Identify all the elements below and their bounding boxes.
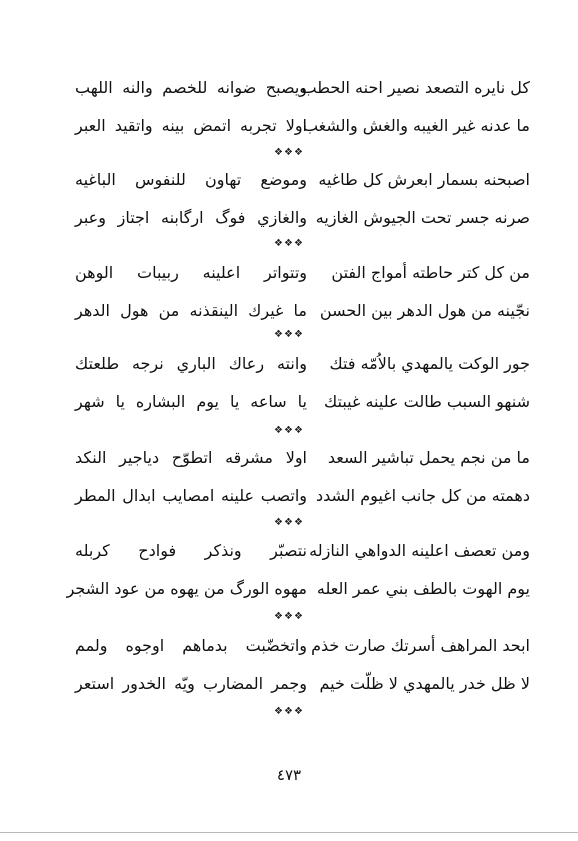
- verse-second-hemistich: مهوه الورگ من يهوه من عود الشجر: [66, 579, 307, 598]
- verse-first-hemistich: من كل كتر حاطته أمواج الفتن: [331, 263, 530, 282]
- verse-second-hemistich: واتصب علينه امصايب ابدال المطر: [75, 486, 307, 505]
- verse-second-hemistich: وتتواتر اعلينه ربيبات الوهن: [75, 263, 307, 282]
- verse-line: [75, 77, 530, 115]
- stanza-5: [75, 447, 530, 523]
- stanza-3: [75, 262, 530, 338]
- stanza-separator: ❖❖❖: [274, 517, 304, 528]
- verse-second-hemistich: وانته رعاك الباري نرجه طلعتك: [75, 354, 307, 373]
- verse-first-hemistich: ما من نجم يحمل تباشير السعد: [327, 448, 530, 467]
- verse-first-hemistich: لا ظل خدر يالمهدي لا ظلّت خيم: [319, 674, 530, 693]
- verse-first-hemistich: اصبحنه بسمار ابعرش كل طاغيه: [318, 170, 530, 189]
- verse-line: [75, 540, 530, 578]
- verse-line: [75, 353, 530, 391]
- stanza-1: [75, 77, 530, 153]
- verse-second-hemistich: نتصبّر ونذكر فوادح كربله: [75, 541, 307, 560]
- verse-line: [75, 391, 530, 429]
- verse-second-hemistich: وموضع تهاون للنفوس الباغيه: [75, 170, 307, 189]
- verse-first-hemistich: ابحد المراهف أسرتك صارت خذم: [311, 636, 530, 655]
- page-number: ٤٧٣: [276, 766, 302, 784]
- verse-first-hemistich: شنهو السبب طالت علينه غيبتك: [324, 392, 530, 411]
- verse-first-hemistich: ما عدنه غير الغيبه والغش والشغب: [302, 116, 530, 135]
- stanza-separator: ❖❖❖: [274, 329, 304, 340]
- stanza-6: [66, 540, 530, 616]
- verse-first-hemistich: صرنه جسر تحت الجيوش الغازيه: [315, 208, 530, 227]
- verse-first-hemistich: ومن تعصف اعلينه الدواهي النازله: [309, 541, 530, 560]
- verse-line: [75, 635, 530, 673]
- verse-second-hemistich: والغازي فوگ ارگابنه اجتاز وعبر: [75, 208, 307, 227]
- verse-line: [75, 447, 530, 485]
- verse-second-hemistich: واتخضّبت بدماهم اوجوه ولمم: [75, 636, 307, 655]
- verse-first-hemistich: كل نايره التصعد نصير احنه الحطب: [301, 78, 530, 97]
- stanza-2: [75, 169, 530, 245]
- verse-second-hemistich: ما غيرك الينقذنه من هول الدهر: [75, 301, 307, 320]
- verse-second-hemistich: اولا تجربه اتمض بينه واتقيد العبر: [75, 116, 307, 135]
- verse-first-hemistich: نجّينه من هول الدهر بين الحسن: [319, 301, 530, 320]
- bottom-rule: [0, 832, 578, 833]
- verse-first-hemistich: جور الوكت يالمهدي بالاُمّه فتك: [329, 354, 530, 373]
- verse-second-hemistich: ويصبح ضوانه للخصم والنه اللهب: [75, 78, 307, 97]
- verse-first-hemistich: يوم الهوت بالطف بني عمر العله: [316, 579, 530, 598]
- verse-line: [75, 262, 530, 300]
- stanza-separator: ❖❖❖: [274, 147, 304, 158]
- verse-second-hemistich: وجمر المضارب ويّه الخدور استعر: [75, 674, 307, 693]
- stanza-7: [75, 635, 530, 711]
- stanza-separator: ❖❖❖: [274, 425, 304, 436]
- verse-line: [75, 169, 530, 207]
- stanza-separator: ❖❖❖: [274, 611, 304, 622]
- verse-second-hemistich: اولا مشرقه اتطوّح دياجير النكد: [75, 448, 307, 467]
- verse-second-hemistich: يا ساعه يا يوم البشاره يا شهر: [75, 392, 307, 411]
- verse-first-hemistich: دهمته من كل جانب اغيوم الشدد: [316, 486, 530, 505]
- stanza-separator: ❖❖❖: [274, 238, 304, 249]
- stanza-separator: ❖❖❖: [274, 706, 304, 717]
- stanza-4: [75, 353, 530, 429]
